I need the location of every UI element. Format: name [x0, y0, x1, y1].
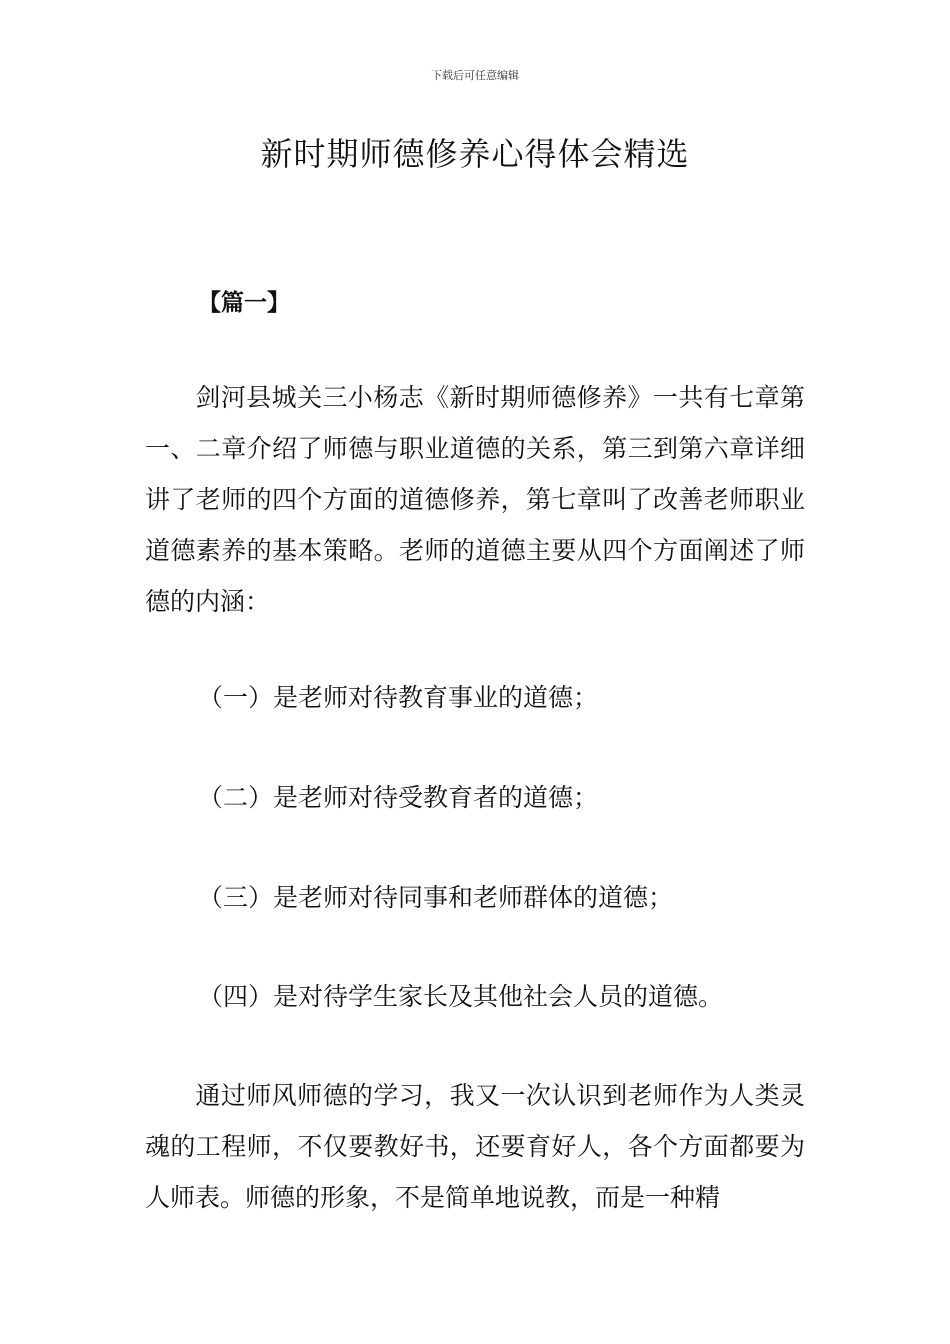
- paragraph-intro-text: 剑河县城关三小杨志《新时期师德修养》一共有七章第一、二章介绍了师德与职业道德的关系，第三到第六章详细讲了老师的四个方面的道德修养，第七章叫了改善老师职业道德素养的基本策略。老师的道德主要从四个方面阐述了师德的内涵：: [145, 383, 805, 616]
- paragraph-reflection: [145, 1070, 805, 1223]
- list-item-3: （三）是老师对待同事和老师群体的道德；: [198, 883, 674, 912]
- list-item-4: （四）是对待学生家长及其他社会人员的道德。: [198, 982, 724, 1011]
- paragraph-reflection-text: 通过师风师德的学习，我又一次认识到老师作为人类灵魂的工程师，不仅要教好书，还要育好人，各个方面都要为人师表。师德的形象，不是简单地说教，而是一种精: [145, 1081, 805, 1212]
- paragraph-intro: [145, 372, 805, 627]
- header-note: 下载后可任意编辑: [431, 69, 519, 82]
- list-item-1: （一）是老师对待教育事业的道德；: [198, 683, 599, 712]
- section-label: 【篇一】: [198, 290, 290, 316]
- list-item-2: （二）是老师对待受教育者的道德；: [198, 783, 599, 812]
- document-title: 新时期师德修养心得体会精选: [260, 135, 690, 173]
